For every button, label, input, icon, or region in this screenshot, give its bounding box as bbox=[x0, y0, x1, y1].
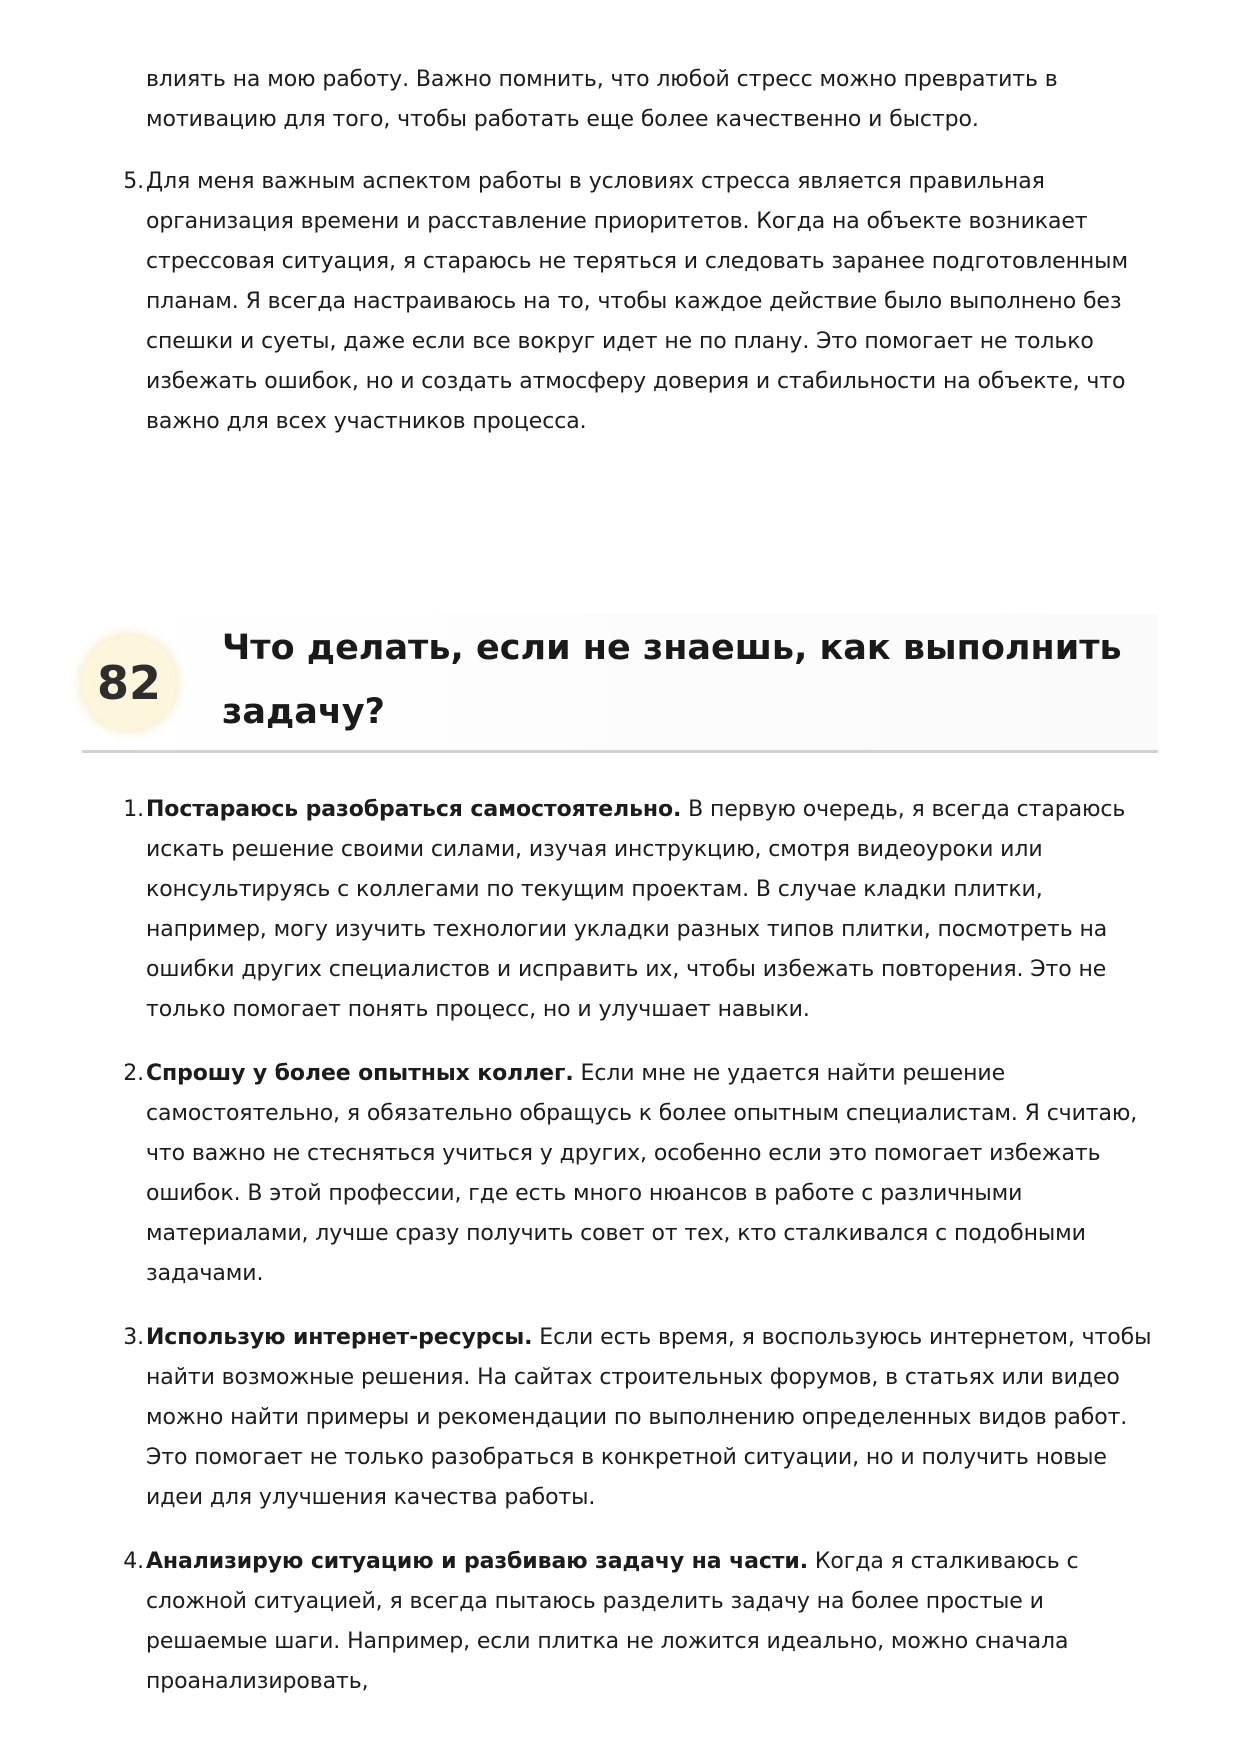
list-item-lead: Анализирую ситуацию и разбиваю задачу на части. bbox=[146, 1549, 809, 1574]
answer-item-3 bbox=[123, 1318, 1156, 1518]
list-item-lead: Использую интернет-ресурсы. bbox=[146, 1325, 533, 1350]
list-item-4-continuation bbox=[146, 60, 1156, 140]
list-item-number: 5. bbox=[123, 169, 144, 194]
list-item-number: 4. bbox=[123, 1549, 144, 1574]
question-header bbox=[82, 614, 1158, 753]
list-item-5 bbox=[123, 162, 1156, 442]
list-item-text: Для меня важным аспектом работы в условиях стресса является правильная организация времени и расставление приоритетов. Когда на объекте возникает стрессовая ситуация, я стараюсь не теряться и следовать заранее подготовленным планам. Я всегда настраиваюсь на то, чтобы каждое действие было выполнено без спешки и суеты, даже если все вокруг идет не по плану. Это помогает не только избежать ошибок, но и создать атмосферу доверия и стабильности на объекте, что важно для всех участников процесса. bbox=[146, 169, 1128, 434]
list-item-body: Когда я сталкиваюсь с сложной ситуацией, я всегда пытаюсь разделить задачу на более простые и решаемые шаги. Например, если плитка не ложится идеально, можно сначала проанализировать, bbox=[146, 1549, 1079, 1694]
list-item-body: В первую очередь, я всегда стараюсь искать решение своими силами, изучая инструкцию, смотря видеоуроки или консультируясь с коллегами по текущим проектам. В случае кладки плитки, например, могу изучить технологии укладки разных типов плитки, посмотреть на ошибки других специалистов и исправить их, чтобы избежать повторения. Это не только помогает понять процесс, но и улучшает навыки. bbox=[146, 797, 1126, 1022]
answer-item-2 bbox=[123, 1054, 1156, 1294]
question-title: Что делать, если не знаешь, как выполнить задачу? bbox=[222, 628, 1122, 732]
list-item-number: 1. bbox=[123, 797, 144, 822]
answer-item-4 bbox=[123, 1542, 1156, 1702]
answer-item-1 bbox=[123, 790, 1156, 1030]
list-item-text bbox=[146, 1054, 1156, 1294]
list-item-text: влиять на мою работу. Важно помнить, что любой стресс можно превратить в мотивацию для того, чтобы работать еще более качественно и быстро. bbox=[146, 67, 1058, 132]
list-item-text bbox=[146, 1318, 1156, 1518]
question-number-badge: 82 bbox=[82, 636, 176, 730]
list-item-lead: Спрошу у более опытных коллег. bbox=[146, 1061, 574, 1086]
list-item-text bbox=[146, 790, 1156, 1030]
list-item-number: 3. bbox=[123, 1325, 144, 1350]
list-item-body: Если мне не удается найти решение самостоятельно, я обязательно обращусь к более опытным специалистам. Я считаю, что важно не стесняться учиться у других, особенно если это помогает избежать ошибок. В этой профессии, где есть много нюансов в работе с различными материалами, лучше сразу получить совет от тех, кто сталкивался с подобными задачами. bbox=[146, 1061, 1138, 1286]
list-item-text bbox=[146, 1542, 1156, 1702]
list-item-body: Если есть время, я воспользуюсь интернетом, чтобы найти возможные решения. На сайтах строительных форумов, в статьях или видео можно найти примеры и рекомендации по выполнению определенных видов работ. Это помогает не только разобраться в конкретной ситуации, но и получить новые идеи для улучшения качества работы. bbox=[146, 1325, 1152, 1510]
list-item-lead: Постараюсь разобраться самостоятельно. bbox=[146, 797, 682, 822]
list-item-number: 2. bbox=[123, 1061, 144, 1086]
